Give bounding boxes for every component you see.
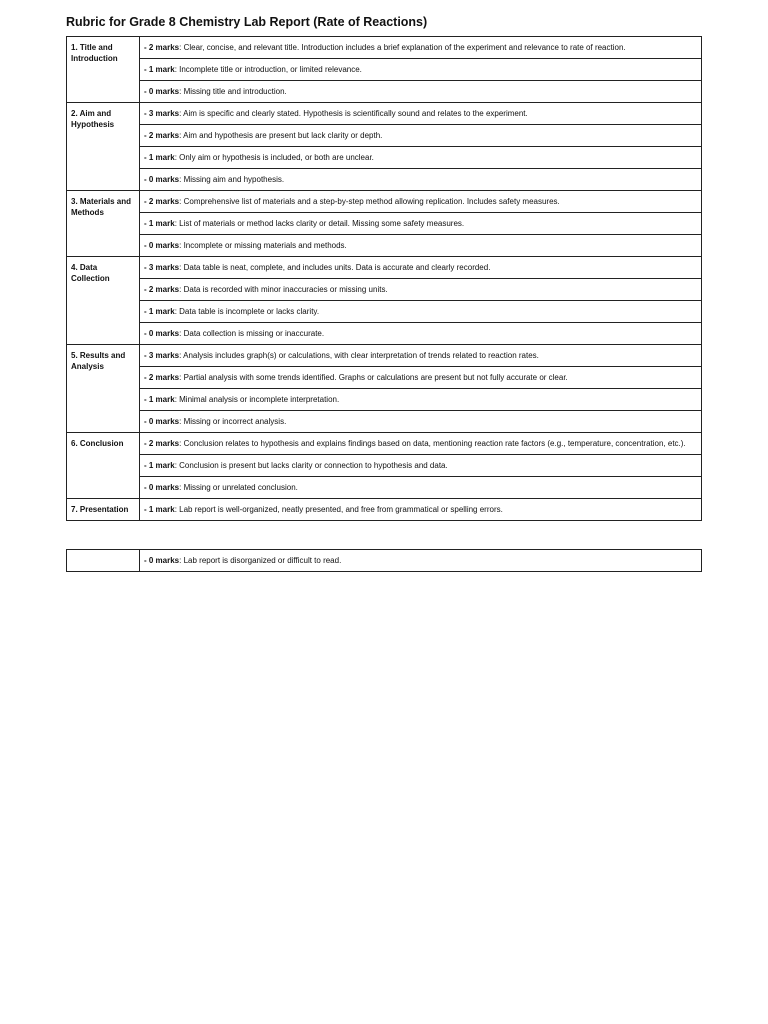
rubric-row bbox=[67, 59, 702, 81]
marks-label: - 3 marks bbox=[144, 351, 180, 360]
level-description-cell bbox=[140, 301, 702, 323]
level-description-cell bbox=[140, 169, 702, 191]
level-description: : Aim is specific and clearly stated. Hypothesis is scientifically sound and relates to the experiment. bbox=[179, 109, 528, 118]
marks-label: - 0 marks bbox=[144, 329, 180, 338]
level-description-cell bbox=[140, 81, 702, 103]
rubric-row bbox=[67, 103, 702, 125]
criterion-cell: 7. Presentation bbox=[67, 499, 140, 521]
marks-label: - 1 mark bbox=[144, 395, 175, 404]
level-description: : Missing aim and hypothesis. bbox=[179, 175, 285, 184]
rubric-row bbox=[67, 191, 702, 213]
level-description: : Data table is incomplete or lacks clarity. bbox=[174, 307, 320, 316]
level-description-cell bbox=[140, 191, 702, 213]
marks-label: - 2 marks bbox=[144, 285, 180, 294]
level-description-cell bbox=[140, 455, 702, 477]
rubric-row bbox=[67, 499, 702, 521]
rubric-row bbox=[67, 37, 702, 59]
marks-label: - 1 mark bbox=[144, 153, 175, 162]
level-description-cell bbox=[140, 477, 702, 499]
level-description-cell bbox=[140, 59, 702, 81]
rubric-row bbox=[67, 147, 702, 169]
marks-label: - 2 marks bbox=[144, 131, 180, 140]
level-description: : Incomplete title or introduction, or limited relevance. bbox=[174, 65, 362, 74]
marks-label: - 1 mark bbox=[144, 505, 175, 514]
level-description: : Lab report is disorganized or difficult to read. bbox=[179, 556, 342, 565]
level-description: : List of materials or method lacks clarity or detail. Missing some safety measures. bbox=[174, 219, 465, 228]
level-description: : Missing title and introduction. bbox=[179, 87, 287, 96]
level-description: : Data collection is missing or inaccurate. bbox=[179, 329, 325, 338]
rubric-row bbox=[67, 213, 702, 235]
level-description: : Data table is neat, complete, and includes units. Data is accurate and clearly recorded. bbox=[179, 263, 491, 272]
rubric-row bbox=[67, 411, 702, 433]
level-description-cell bbox=[140, 257, 702, 279]
level-description: : Missing or unrelated conclusion. bbox=[179, 483, 298, 492]
marks-label: - 0 marks bbox=[144, 556, 180, 565]
criterion-cell bbox=[67, 550, 140, 572]
marks-label: - 0 marks bbox=[144, 483, 180, 492]
marks-label: - 1 mark bbox=[144, 461, 175, 470]
level-description: : Lab report is well-organized, neatly presented, and free from grammatical or spelling errors. bbox=[174, 505, 503, 514]
criterion-cell: 5. Results and Analysis bbox=[67, 345, 140, 433]
level-description-cell bbox=[140, 213, 702, 235]
rubric-table-continuation bbox=[66, 549, 702, 572]
level-description: : Data is recorded with minor inaccuracies or missing units. bbox=[179, 285, 388, 294]
marks-label: - 0 marks bbox=[144, 175, 180, 184]
marks-label: - 0 marks bbox=[144, 417, 180, 426]
level-description-cell bbox=[140, 235, 702, 257]
rubric-row bbox=[67, 301, 702, 323]
rubric-row bbox=[67, 550, 702, 572]
marks-label: - 1 mark bbox=[144, 219, 175, 228]
level-description-cell bbox=[140, 411, 702, 433]
criterion-cell: 2. Aim and Hypothesis bbox=[67, 103, 140, 191]
rubric-row bbox=[67, 257, 702, 279]
marks-label: - 3 marks bbox=[144, 263, 180, 272]
marks-label: - 2 marks bbox=[144, 197, 180, 206]
marks-label: - 0 marks bbox=[144, 87, 180, 96]
rubric-row bbox=[67, 345, 702, 367]
level-description: : Missing or incorrect analysis. bbox=[179, 417, 287, 426]
level-description: : Clear, concise, and relevant title. Introduction includes a brief explanation of the experiment and relevance to rate of reaction. bbox=[179, 43, 626, 52]
level-description-cell bbox=[140, 279, 702, 301]
level-description: : Minimal analysis or incomplete interpretation. bbox=[174, 395, 340, 404]
level-description-cell bbox=[140, 147, 702, 169]
level-description: : Partial analysis with some trends identified. Graphs or calculations are present but not fully accurate or clear. bbox=[179, 373, 568, 382]
marks-label: - 2 marks bbox=[144, 439, 180, 448]
marks-label: - 1 mark bbox=[144, 307, 175, 316]
rubric-row bbox=[67, 477, 702, 499]
marks-label: - 3 marks bbox=[144, 109, 180, 118]
rubric-row bbox=[67, 235, 702, 257]
level-description: : Analysis includes graph(s) or calculations, with clear interpretation of trends related to reaction rates. bbox=[179, 351, 539, 360]
level-description: : Conclusion is present but lacks clarity or connection to hypothesis and data. bbox=[174, 461, 448, 470]
page-title: Rubric for Grade 8 Chemistry Lab Report (Rate of Reactions) bbox=[66, 15, 428, 29]
rubric-row bbox=[67, 279, 702, 301]
level-description: : Aim and hypothesis are present but lack clarity or depth. bbox=[179, 131, 383, 140]
criterion-cell: 1. Title and Introduction bbox=[67, 37, 140, 103]
marks-label: - 2 marks bbox=[144, 43, 180, 52]
level-description-cell bbox=[140, 389, 702, 411]
level-description-cell bbox=[140, 550, 702, 572]
level-description: : Comprehensive list of materials and a step-by-step method allowing replication. Includes safety measures. bbox=[179, 197, 560, 206]
level-description-cell bbox=[140, 367, 702, 389]
level-description-cell bbox=[140, 433, 702, 455]
level-description: : Conclusion relates to hypothesis and explains findings based on data, mentioning reaction rate factors (e.g., temperature, concentration, etc.). bbox=[179, 439, 686, 448]
criterion-cell: 4. Data Collection bbox=[67, 257, 140, 345]
criterion-cell: 6. Conclusion bbox=[67, 433, 140, 499]
level-description-cell bbox=[140, 345, 702, 367]
level-description-cell bbox=[140, 37, 702, 59]
rubric-row bbox=[67, 323, 702, 345]
criterion-cell: 3. Materials and Methods bbox=[67, 191, 140, 257]
rubric-table bbox=[66, 36, 702, 521]
marks-label: - 2 marks bbox=[144, 373, 180, 382]
rubric-row bbox=[67, 433, 702, 455]
level-description-cell bbox=[140, 323, 702, 345]
rubric-row bbox=[67, 389, 702, 411]
level-description-cell bbox=[140, 499, 702, 521]
rubric-row bbox=[67, 169, 702, 191]
level-description: : Incomplete or missing materials and methods. bbox=[179, 241, 347, 250]
marks-label: - 0 marks bbox=[144, 241, 180, 250]
level-description-cell bbox=[140, 125, 702, 147]
level-description: : Only aim or hypothesis is included, or both are unclear. bbox=[174, 153, 374, 162]
rubric-row bbox=[67, 367, 702, 389]
marks-label: - 1 mark bbox=[144, 65, 175, 74]
rubric-row bbox=[67, 81, 702, 103]
rubric-row bbox=[67, 455, 702, 477]
level-description-cell bbox=[140, 103, 702, 125]
rubric-row bbox=[67, 125, 702, 147]
